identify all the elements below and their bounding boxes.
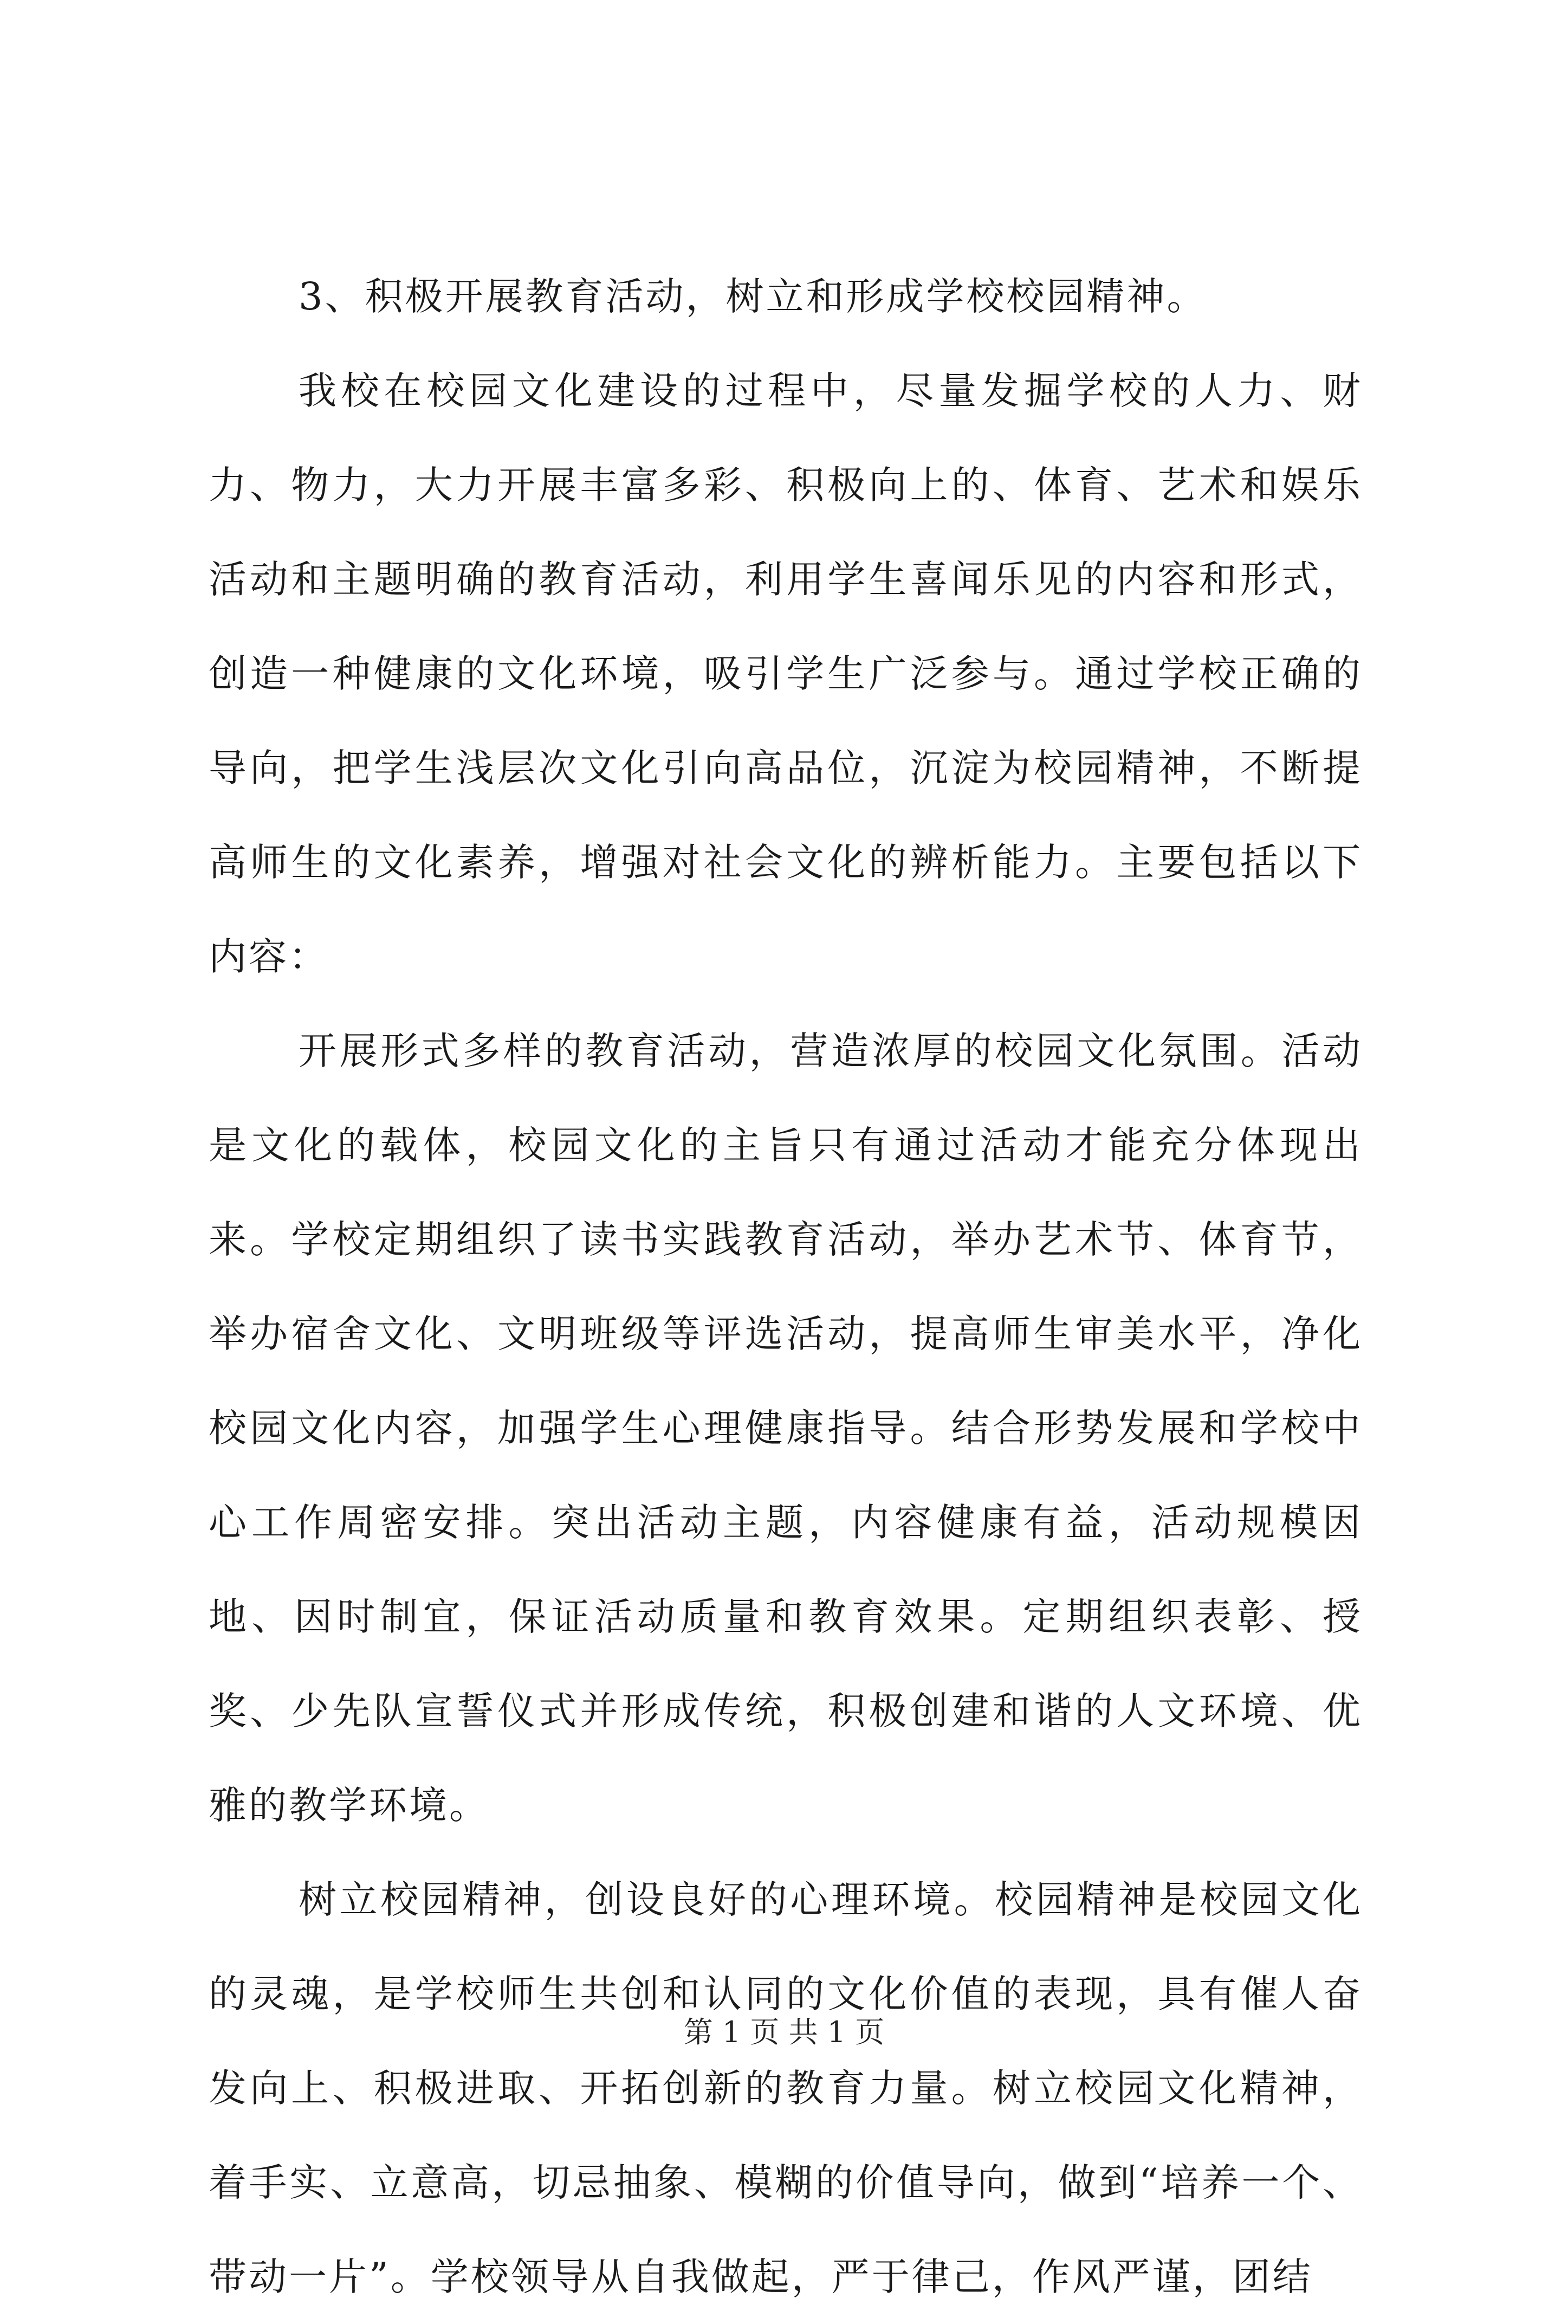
paragraph: 开展形式多样的教育活动，营造浓厚的校园文化氛围。活动是文化的载体，校园文化的主旨只有通过活动才能充分体现出来。学校定期组织了读书实践教育活动，举办艺术节、体育节，举办宿舍文化、文明班级等评选活动，提高师生审美水平，净化校园文化内容，加强学生心理健康指导。结合形势发展和学校中心工作周密安排。突出活动主题，内容健康有益，活动规模因地、因时制宜，保证活动质量和教育效果。定期组织表彰、授奖、少先队宣誓仪式并形成传统，积极创建和谐的人文环境、优雅的教学环境。 [209,1029,1363,1828]
page-footer: 第 1 页 共 1 页 [683,2015,885,2049]
paragraph-heading: 3、积极开展教育活动，树立和形成学校校园精神。 [299,274,1207,319]
paragraph: 我校在校园文化建设的过程中，尽量发掘学校的人力、财力、物力，大力开展丰富多彩、积极向上的、体育、艺术和娱乐活动和主题明确的教育活动，利用学生喜闻乐见的内容和形式，创造一种健康的文化环境，吸引学生广泛参与。通过学校正确的导向，把学生浅层次文化引向高品位，沉淀为校园精神，不断提高师生的文化素养，增强对社会文化的辨析能力。主要包括以下内容： [209,369,1363,979]
document-body [209,249,1363,2324]
paragraph: 树立校园精神，创设良好的心理环境。校园精神是校园文化的灵魂，是学校师生共创和认同的文化价值的表现，具有催人奋发向上、积极进取、开拓创新的教育力量。树立校园文化精神，着手实、立意高，切忌抽象、模糊的价值导向，做到“培养一个、带动一片”。学校领导从自我做起，严于律己，作风严谨，团结 [209,1877,1363,2299]
